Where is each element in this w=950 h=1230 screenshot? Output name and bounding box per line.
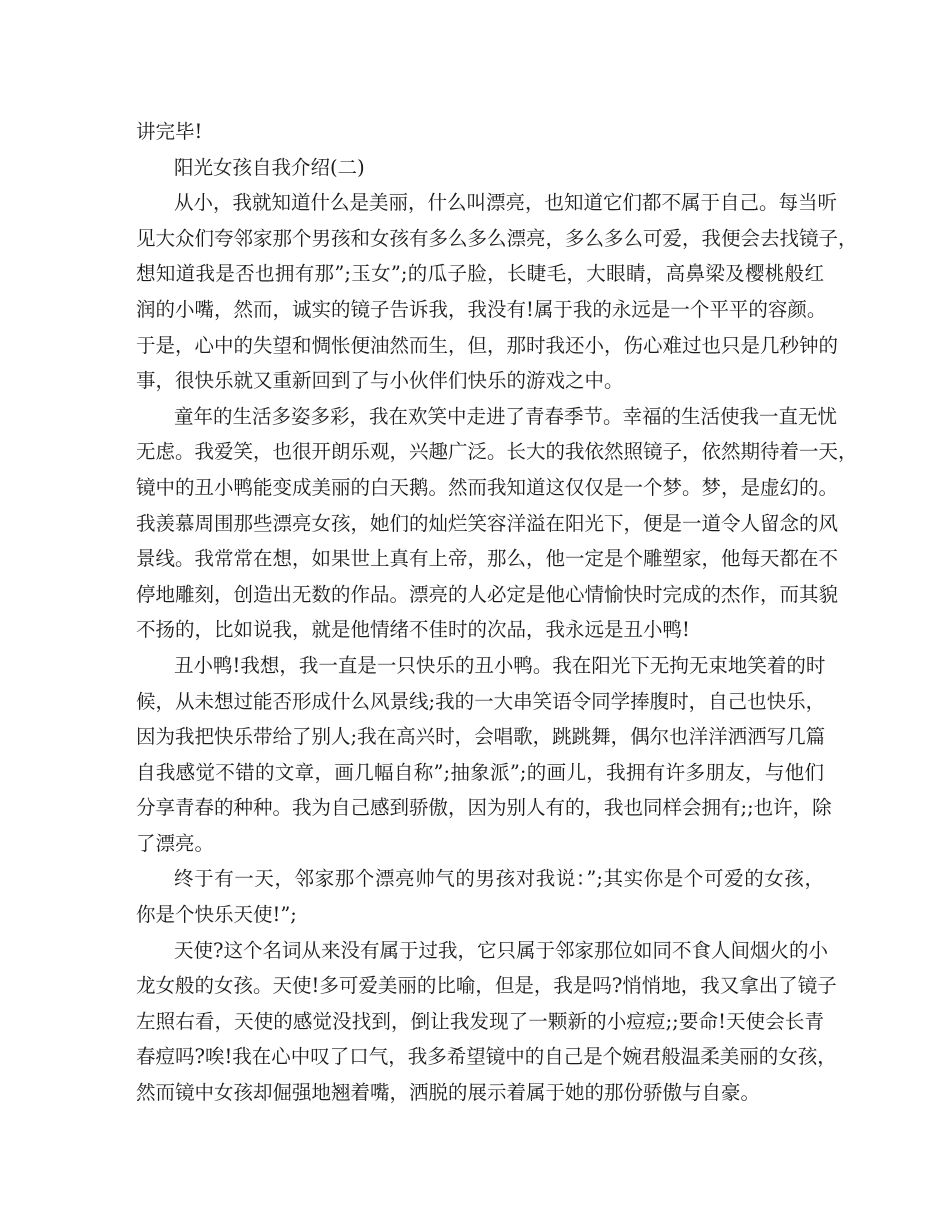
text-line: 丑小鸭!我想，我一直是一只快乐的丑小鸭。我在阳光下无拘无束地笑着的时 xyxy=(174,653,826,677)
text-line: 然而镜中女孩却倔强地翘着嘴，洒脱的展示着属于她的那份骄傲与自豪。 xyxy=(136,1081,761,1105)
text-line: 想知道我是否也拥有那”;玉女”;的瓜子脸，长睫毛，大眼睛，高鼻梁及樱桃般红 xyxy=(136,262,824,286)
text-line: 候，从未想过能否形成什么风景线;我的一大串笑语令同学捧腹时，自己也快乐， xyxy=(136,689,826,713)
text-line: 童年的生活多姿多彩，我在欢笑中走进了青春季节。幸福的生活使我一直无忧 xyxy=(174,404,838,428)
text-line: 终于有一天，邻家那个漂亮帅气的男孩对我说：”;其实你是个可爱的女孩， xyxy=(174,867,824,891)
text-line: 事，很快乐就又重新回到了与小伙伴们快乐的游戏之中。 xyxy=(136,369,624,393)
text-line: 不扬的，比如说我，就是他情绪不佳时的次品，我永远是丑小鸭! xyxy=(136,618,690,642)
essay-body xyxy=(136,114,858,1111)
text-line: 因为我把快乐带给了别人;我在高兴时，会唱歌，跳跳舞，偶尔也洋洋洒洒写几篇 xyxy=(136,725,826,749)
text-line: 停地雕刻，创造出无数的作品。漂亮的人必定是他心情愉快时完成的杰作，而其貌 xyxy=(136,582,839,606)
section-heading: 阳光女孩自我介绍(二) xyxy=(174,155,365,179)
text-line: 景线。我常常在想，如果世上真有上帝，那么，他一定是个雕塑家，他每天都在不 xyxy=(136,547,839,571)
text-line: 自我感觉不错的文章，画几幅自称”;抽象派”;的画儿，我拥有许多朋友，与他们 xyxy=(136,760,824,784)
text-line: 左照右看，天使的感觉没找到，倒让我发现了一颗新的小痘痘;;要命!天使会长青 xyxy=(136,1009,824,1033)
text-line: 春痘吗?唉!我在心中叹了口气，我多希望镜中的自己是个婉君般温柔美丽的女孩， xyxy=(136,1045,837,1069)
text-line: 无虑。我爱笑，也很开朗乐观，兴趣广泛。长大的我依然照镜子，依然期待着一天， xyxy=(136,440,858,464)
text-line: 讲完毕! xyxy=(136,120,203,143)
text-line: 润的小嘴，然而，诚实的镜子告诉我，我没有!属于我的永远是一个平平的容颜。 xyxy=(136,297,827,321)
text-line: 分享青春的种种。我为自己感到骄傲，因为别人有的，我也同样会拥有;;也许，除 xyxy=(136,796,832,820)
text-line: 我羡慕周围那些漂亮女孩，她们的灿烂笑容洋溢在阳光下，便是一道令人留念的风 xyxy=(136,511,839,535)
text-line: 天使?这个名词从来没有属于过我，它只属于邻家那位如同不食人间烟火的小 xyxy=(174,938,828,962)
text-line: 从小，我就知道什么是美丽，什么叫漂亮，也知道它们都不属于自己。每当听 xyxy=(174,191,838,215)
text-line: 你是个快乐天使!”; xyxy=(136,903,297,927)
text-line: 见大众们夸邻家那个男孩和女孩有多么多么漂亮，多么多么可爱，我便会去找镜子， xyxy=(136,226,858,250)
text-line: 于是，心中的失望和惆怅便油然而生，但，那时我还小，伤心难过也只是几秒钟的 xyxy=(136,333,839,357)
text-line: 镜中的丑小鸭能变成美丽的白天鹅。然而我知道这仅仅是一个梦。梦，是虚幻的。 xyxy=(136,475,839,499)
text-line: 龙女般的女孩。天使!多可爱美丽的比喻，但是，我是吗?悄悄地，我又拿出了镜子 xyxy=(136,974,837,998)
text-line: 了漂亮。 xyxy=(136,831,215,855)
